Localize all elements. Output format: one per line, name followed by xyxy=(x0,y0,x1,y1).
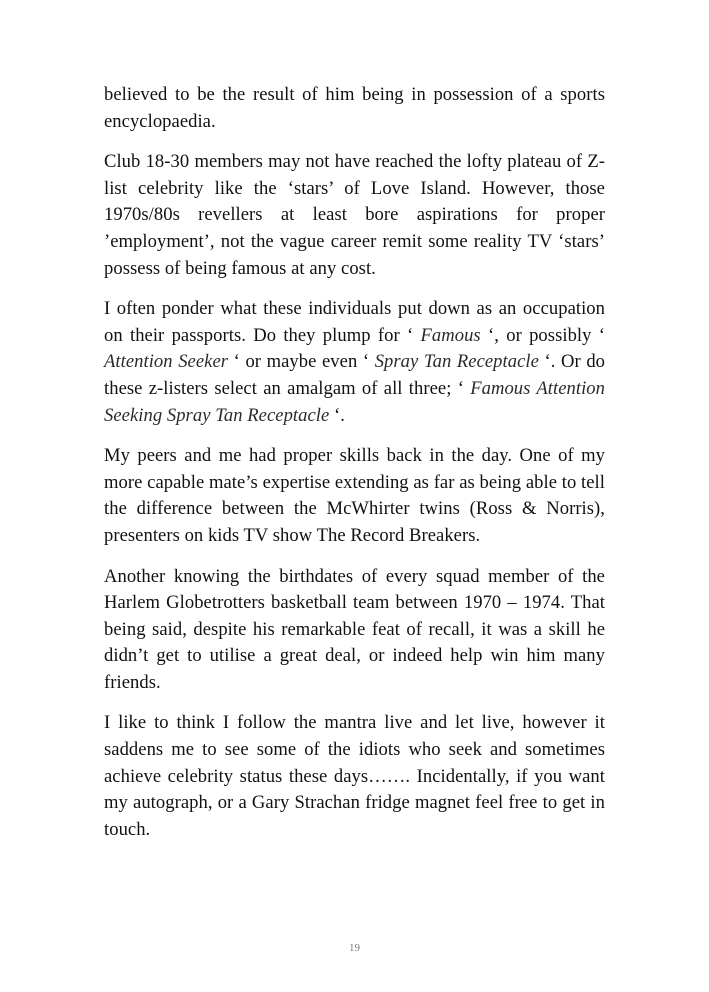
italic-famous: Famous xyxy=(420,324,481,346)
italic-spray-tan-receptacle: Spray Tan Receptacle xyxy=(374,351,539,373)
page-number: 19 xyxy=(349,942,360,954)
paragraph-passport-occupation xyxy=(104,296,605,429)
passport-text-mid-2: ‘ or maybe even ‘ xyxy=(228,351,375,373)
document-body xyxy=(104,82,605,843)
paragraph-globetrotters: Another knowing the birthdates of every squad member of the Harlem Globetrotters basketball team between 1970 – 1974. That being said, despite his remarkable feat of recall, it was a skill he didn’t get to utilise a great deal, or indeed help win him many friends. xyxy=(104,565,605,693)
paragraph-club-18-30: Club 18-30 members may not have reached the lofty plateau of Z-list celebrity like the ‘stars’ of Love Island. However, those 1970s/80s revellers at least bore aspirations for proper ’employment’, not the vague career remit some reality TV ‘stars’ possess of being famous at any cost. xyxy=(104,151,605,279)
passport-text-outro: ‘. xyxy=(329,404,345,426)
paragraph-encyclopaedia: believed to be the result of him being in possession of a sports encyclopaedia. xyxy=(104,84,605,132)
passport-text-mid-3: ‘. Or do these z-listers select an amalgam of all three; ‘ xyxy=(104,351,606,399)
paragraph-live-and-let-live: I like to think I follow the mantra live and let live, however it saddens me to see some of the idiots who seek and sometimes achieve celebrity status these days……. Incidentally, if you want my autograph, or a Gary Strachan fridge magnet feel free to get in touch. xyxy=(104,712,605,840)
italic-attention-seeker: Attention Seeker xyxy=(104,351,229,373)
passport-text-intro: I often ponder what these individuals put down as an occupation on their passports. Do they plump for ‘ xyxy=(104,298,605,346)
passport-text-mid-1: ‘, or possibly ‘ xyxy=(480,324,605,346)
paragraph-mcwhirter-twins: My peers and me had proper skills back in the day. One of my more capable mate’s expertise extending as far as being able to tell the difference between the McWhirter twins (Ross & Norris), presenters on kids TV show The Record Breakers. xyxy=(104,445,605,546)
italic-combined-title: Famous Attention Seeking Spray Tan Receptacle xyxy=(104,377,605,426)
